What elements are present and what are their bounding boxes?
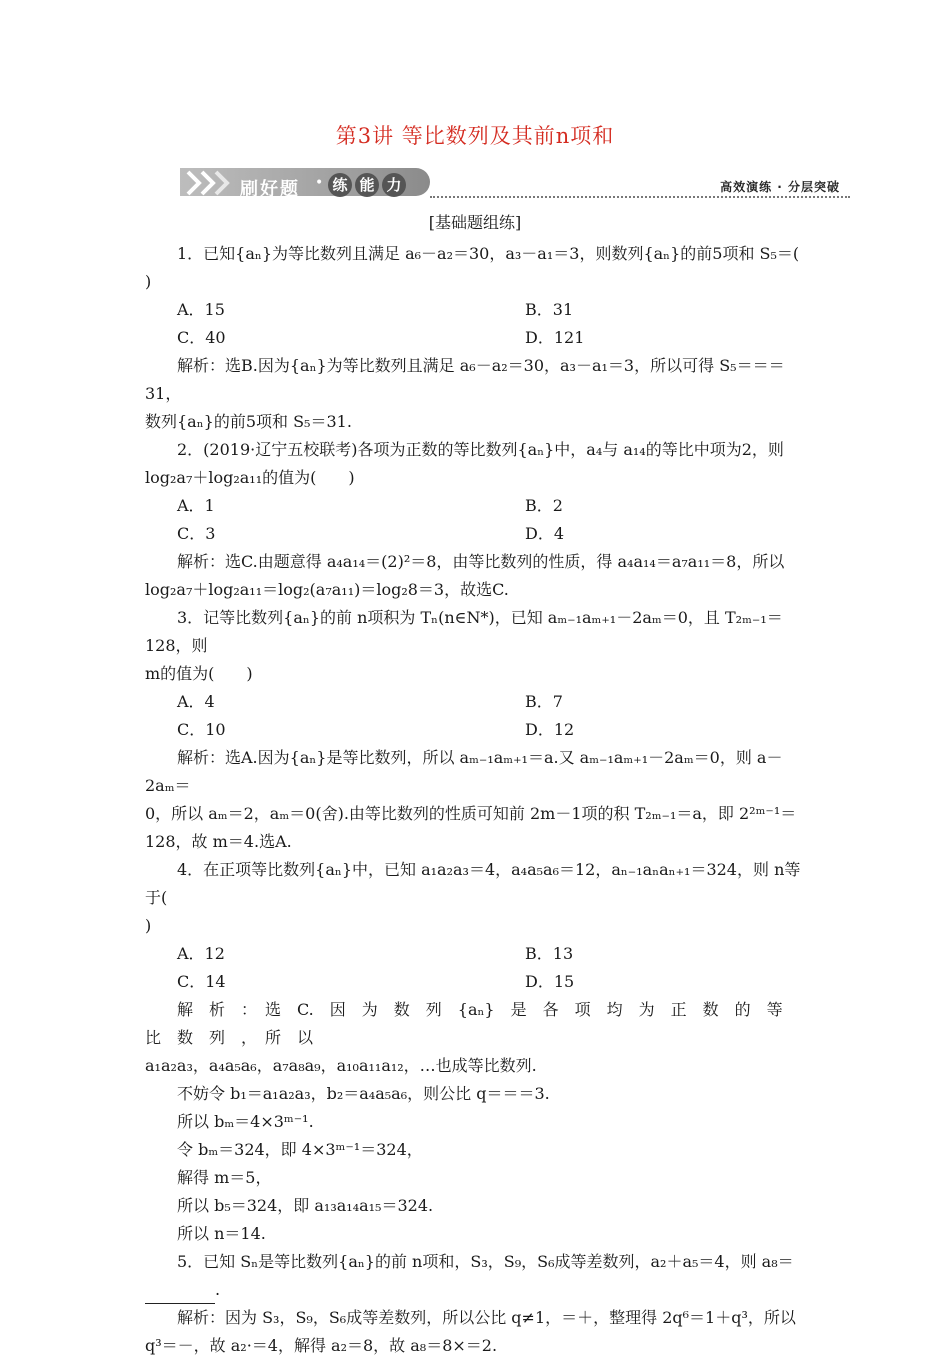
question-stem: 1．已知{aₙ}为等比数列且满足 a₆－a₂＝30，a₃－a₁＝3，则数列{aₙ}的前5项和 S₅＝( (177, 244, 800, 263)
solution-text: 所以 n＝14. (177, 1224, 266, 1243)
solution-text: 解析：选B.因为{aₙ}为等比数列且满足 a₆－a₂＝30，a₃－a₁＝3，所以可得 S₅＝＝＝31， (145, 356, 785, 403)
solution-text: 令 bₘ＝324，即 4×3ᵐ⁻¹＝324， (177, 1140, 423, 1159)
banner-divider (430, 196, 850, 198)
option-b: B．31 (525, 300, 574, 319)
option-c: C．40 (177, 328, 226, 347)
option-b: B．2 (525, 496, 563, 515)
option-c: C．14 (177, 972, 226, 991)
option-row (145, 940, 810, 968)
banner-right-text: 高效演练 · 分层突破 (720, 180, 840, 194)
option-b: B．7 (525, 692, 563, 711)
group-title: [基础题组练] (428, 213, 522, 232)
question-stem-cont: m的值为( ) (145, 664, 253, 683)
option-b: B．13 (525, 944, 574, 963)
solution-text: 解得 m＝5， (177, 1168, 272, 1187)
option-d: D．15 (525, 972, 575, 991)
option-a: A．12 (177, 944, 225, 963)
solution-text: 所以 b₅＝324，即 a₁₃a₁₄a₁₅＝324. (177, 1196, 434, 1215)
chevron-right-icon (184, 170, 234, 196)
solution-text: 128，故 m＝4.选A. (145, 832, 292, 851)
option-row (145, 968, 810, 996)
section-banner (180, 165, 850, 199)
solution-text: 数列{aₙ}的前5项和 S₅＝31. (145, 412, 352, 431)
banner-circle-char: 能 (355, 173, 379, 197)
banner-circles (328, 173, 406, 197)
question-stem: 4．在正项等比数列{aₙ}中，已知 a₁a₂a₃＝4，a₄a₅a₆＝12，aₙ₋₁aₙaₙ₊₁＝324，则 n等于( (145, 860, 801, 907)
question-stem-cont: log₂a₇＋log₂a₁₁的值为( ) (145, 468, 355, 487)
option-a: A．15 (177, 300, 225, 319)
question-5 (145, 1248, 810, 1360)
option-a: A．4 (177, 692, 215, 711)
option-c: C．3 (177, 524, 216, 543)
banner-bar (180, 168, 430, 200)
option-a: A．1 (177, 496, 215, 515)
question-3 (145, 604, 810, 856)
option-row (145, 324, 810, 352)
solution-text: 解析：选A.因为{aₙ}是等比数列，所以 aₘ₋₁aₘ₊₁＝a.又 aₘ₋₁aₘ₊₁－2aₘ＝0，则 a－2aₘ＝ (145, 748, 783, 795)
solution-text: a₁a₂a₃，a₄a₅a₆，a₇a₈a₉，a₁₀a₁₁a₁₂，…也成等比数列. (145, 1056, 537, 1075)
solution-text: q³＝－，故 a₂·＝4，解得 a₂＝8，故 a₈＝8×＝2. (145, 1336, 498, 1355)
page-title: 第3讲 等比数列及其前n项和 (335, 124, 615, 148)
question-stem: 5．已知 Sₙ是等比数列{aₙ}的前 n项和，S₃，S₉，S₆成等差数列，a₂＋a₅＝4，则 a₈＝ (177, 1252, 794, 1271)
question-stem: 2．(2019·辽宁五校联考)各项为正数的等比数列{aₙ}中，a₄与 a₁₄的等比中项为2，则 (177, 440, 784, 459)
option-row (145, 716, 810, 744)
answer-blank[interactable] (145, 1285, 215, 1304)
question-stem: 3．记等比数列{aₙ}的前 n项积为 Tₙ(n∈N*)，已知 aₘ₋₁aₘ₊₁－2aₘ＝0，且 T₂ₘ₋₁＝128，则 (145, 608, 783, 655)
question-4 (145, 856, 810, 1248)
option-d: D．121 (525, 328, 585, 347)
question-list (145, 240, 810, 1360)
banner-dot: • (315, 175, 324, 191)
solution-text: 不妨令 b₁＝a₁a₂a₃，b₂＝a₄a₅a₆，则公比 q＝＝＝3. (177, 1084, 550, 1103)
banner-circle-char: 练 (328, 173, 352, 197)
option-row (145, 688, 810, 716)
option-row (145, 492, 810, 520)
banner-left-text: 刷好题 (240, 179, 300, 200)
solution-text: 所以 bₘ＝4×3ᵐ⁻¹. (177, 1112, 314, 1131)
banner-circle-char: 力 (382, 173, 406, 197)
question-stem-cont: ) (145, 272, 152, 291)
option-row (145, 520, 810, 548)
option-d: D．4 (525, 524, 565, 543)
solution-text: log₂a₇＋log₂a₁₁＝log₂(a₇a₁₁)＝log₂8＝3，故选C. (145, 580, 509, 599)
option-c: C．10 (177, 720, 226, 739)
question-stem-cont: ) (145, 916, 152, 935)
solution-text: 解 析 ： 选 C. 因 为 数 列 {aₙ} 是 各 项 均 为 正 数 的 等 比 数 列 ， 所 以 (145, 1000, 799, 1047)
solution-text: 解析：因为 S₃，S₉，S₆成等差数列，所以公比 q≠1，＝＋，整理得 2q⁶＝1＋q³，所以 (177, 1308, 796, 1327)
question-2 (145, 436, 810, 604)
solution-text: 解析：选C.由题意得 a₄a₁₄＝(2)²＝8，由等比数列的性质，得 a₄a₁₄＝a₇a₁₁＝8，所以 (177, 552, 785, 571)
question-stem-cont (145, 1276, 810, 1304)
option-row (145, 296, 810, 324)
solution-text: 0，所以 aₘ＝2，aₘ＝0(舍).由等比数列的性质可知前 2m－1项的积 T₂ₘ₋₁＝a，即 2²ᵐ⁻¹＝ (145, 804, 797, 823)
option-d: D．12 (525, 720, 575, 739)
blank-period: . (215, 1280, 221, 1299)
question-1 (145, 240, 810, 436)
